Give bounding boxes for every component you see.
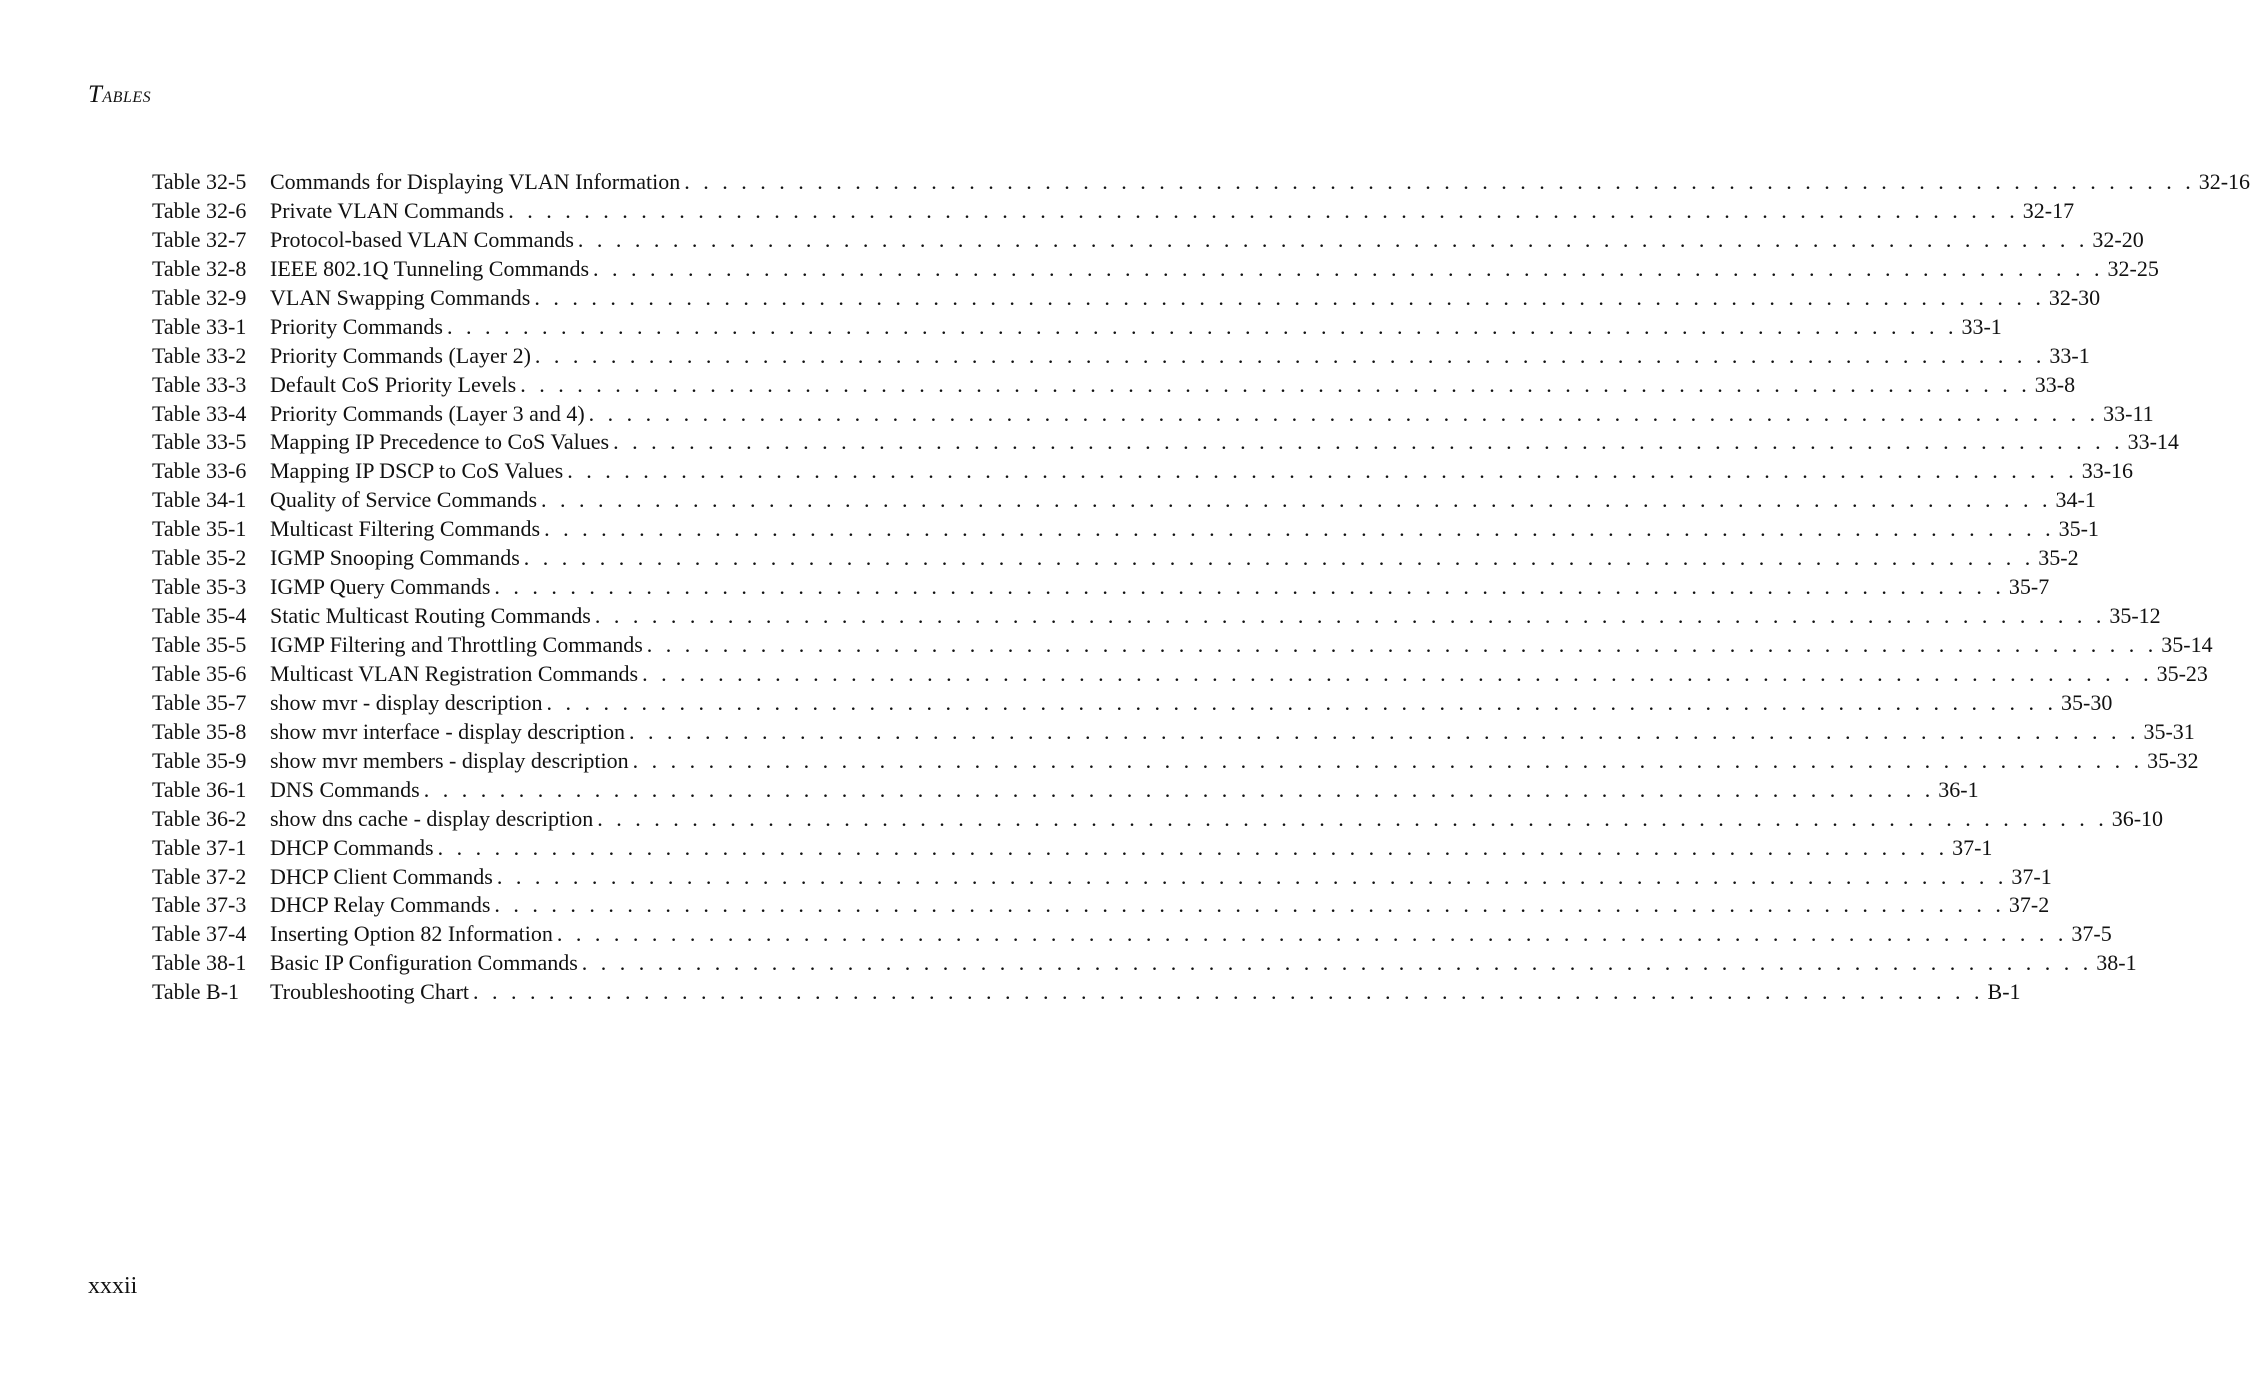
toc-entry-title: IGMP Query Commands xyxy=(270,574,491,600)
table-of-tables xyxy=(152,168,2250,1007)
toc-entry-number: Table 35-9 xyxy=(152,747,247,773)
toc-entry-number: Table 38-1 xyxy=(152,950,247,976)
toc-entry-page: 35-31 xyxy=(2143,718,2195,744)
toc-entry[interactable] xyxy=(152,197,2075,226)
toc-dot-leader: . . . . . . . . . . . . . . . . . . . . . . . . . . . . . . . . . . . . . . . . . . . . . . . . . . . . . . . . . . . . . . . . . . . . . . . . . . . . . . . . xyxy=(632,747,2144,773)
toc-entry-number: Table 37-1 xyxy=(152,834,247,860)
toc-entry-number: Table 36-1 xyxy=(152,776,247,802)
toc-entry-title: Quality of Service Commands xyxy=(270,487,538,513)
toc-entry-title: Protocol-based VLAN Commands xyxy=(270,226,574,252)
toc-entry[interactable] xyxy=(152,718,2195,747)
toc-entry-number: Table 32-8 xyxy=(152,255,247,281)
toc-entry[interactable] xyxy=(152,255,2159,284)
toc-dot-leader: . . . . . . . . . . . . . . . . . . . . . . . . . . . . . . . . . . . . . . . . . . . . . . . . . . . . . . . . . . . . . . . . . . . . . . . . . . . . . . . . xyxy=(496,863,2008,889)
toc-entry[interactable] xyxy=(152,573,2050,602)
toc-dot-leader: . . . . . . . . . . . . . . . . . . . . . . . . . . . . . . . . . . . . . . . . . . . . . . . . . . . . . . . . . . . . . . . . . . . . . . . . . . . . . . . . xyxy=(473,979,1984,1005)
toc-entry[interactable] xyxy=(152,400,2154,429)
toc-dot-leader: . . . . . . . . . . . . . . . . . . . . . . . . . . . . . . . . . . . . . . . . . . . . . . . . . . . . . . . . . . . . . . . . . . . . . . . . . . . . . . . . xyxy=(494,892,2005,918)
toc-entry[interactable] xyxy=(152,920,2112,949)
toc-entry-title: IGMP Snooping Commands xyxy=(270,545,520,571)
toc-entry-title: DHCP Relay Commands xyxy=(270,892,491,918)
toc-entry[interactable] xyxy=(152,457,2134,486)
toc-dot-leader: . . . . . . . . . . . . . . . . . . . . . . . . . . . . . . . . . . . . . . . . . . . . . . . . . . . . . . . . . . . . . . . . . . . . . . . . . . . . . . . . xyxy=(556,921,2068,947)
toc-entry-page: 35-7 xyxy=(2008,574,2050,600)
toc-entry-number: Table 35-4 xyxy=(152,603,247,629)
toc-dot-leader: . . . . . . . . . . . . . . . . . . . . . . . . . . . . . . . . . . . . . . . . . . . . . . . . . . . . . . . . . . . . . . . . . . . . . . . . . . . . . . . . xyxy=(588,400,2100,426)
toc-dot-leader: . . . . . . . . . . . . . . . . . . . . . . . . . . . . . . . . . . . . . . . . . . . . . . . . . . . . . . . . . . . . . . . . . . . . . . . . . . . . . . . . xyxy=(546,689,2058,715)
toc-entry-number: Table 33-3 xyxy=(152,371,247,397)
toc-entry-number: Table 33-2 xyxy=(152,342,247,368)
toc-entry-page: 36-1 xyxy=(1938,776,1979,802)
toc-entry-number: Table 35-6 xyxy=(152,660,247,686)
toc-entry[interactable] xyxy=(152,805,2164,834)
toc-dot-leader: . . . . . . . . . . . . . . . . . . . . . . . . . . . . . . . . . . . . . . . . . . . . . . . . . . . . . . . . . . . . . . . . . . . . . . . . . . . . . . . . xyxy=(494,574,2005,600)
toc-entry-title: Basic IP Configuration Commands xyxy=(270,950,578,976)
toc-entry-page: 35-12 xyxy=(2109,603,2161,629)
toc-entry-title: Multicast VLAN Registration Commands xyxy=(270,660,639,686)
toc-entry-page: 33-1 xyxy=(2049,342,2090,368)
toc-entry-number: Table 35-3 xyxy=(152,574,247,600)
toc-dot-leader: . . . . . . . . . . . . . . . . . . . . . . . . . . . . . . . . . . . . . . . . . . . . . . . . . . . . . . . . . . . . . . . . . . . . . . . . . . . . . . . . xyxy=(534,284,2045,310)
toc-entry-number: Table 35-5 xyxy=(152,632,247,657)
toc-dot-leader: . . . . . . . . . . . . . . . . . . . . . . . . . . . . . . . . . . . . . . . . . . . . . . . . . . . . . . . . . . . . . . . . . . . . . . . . . . . . . . . . xyxy=(597,805,2108,831)
toc-entry-number: Table 36-2 xyxy=(152,805,247,831)
toc-dot-leader: . . . . . . . . . . . . . . . . . . . . . . . . . . . . . . . . . . . . . . . . . . . . . . . . . . . . . . . . . . . . . . . . . . . . . . . . . . . . . . . . xyxy=(628,718,2140,744)
toc-entry-number: Table 35-1 xyxy=(152,516,247,542)
toc-entry[interactable] xyxy=(152,284,2101,313)
toc-entry-number: Table 35-8 xyxy=(152,718,247,744)
toc-dot-leader: . . . . . . . . . . . . . . . . . . . . . . . . . . . . . . . . . . . . . . . . . . . . . . . . . . . . . . . . . . . . . . . . . . . . . . . . . . . . . . . . xyxy=(581,950,2093,976)
toc-entry-page: 37-2 xyxy=(2008,892,2050,918)
toc-entry[interactable] xyxy=(152,342,2090,371)
toc-entry-page: 32-20 xyxy=(2092,226,2144,252)
running-header-rest: ABLES xyxy=(102,89,152,106)
toc-entry[interactable] xyxy=(152,689,2113,718)
toc-entry-number: Table 37-3 xyxy=(152,892,247,918)
toc-entry-title: IEEE 802.1Q Tunneling Commands xyxy=(270,255,590,281)
toc-entry-page: 32-30 xyxy=(2048,284,2101,310)
page-number: xxxii xyxy=(88,1273,138,1299)
toc-dot-leader: . . . . . . . . . . . . . . . . . . . . . . . . . . . . . . . . . . . . . . . . . . . . . . . . . . . . . . . . . . . . . . . . . . . . . . . . . . . . . . . . xyxy=(594,603,2106,629)
toc-entry-title: Static Multicast Routing Commands xyxy=(270,603,591,629)
toc-entry-title: Priority Commands (Layer 2) xyxy=(270,342,531,368)
toc-entry-page: 35-32 xyxy=(2147,747,2199,773)
toc-dot-leader: . . . . . . . . . . . . . . . . . . . . . . . . . . . . . . . . . . . . . . . . . . . . . . . . . . . . . . . . . . . . . . . . . . . . . . . . . . . . . . . . xyxy=(684,169,2195,194)
toc-entry-number: Table 35-7 xyxy=(152,689,247,715)
toc-entry-page: 37-1 xyxy=(2011,863,2052,889)
toc-entry-page: 32-16 xyxy=(2198,169,2250,194)
toc-entry-number: Table 32-9 xyxy=(152,284,247,310)
toc-entry-title: Mapping IP Precedence to CoS Values xyxy=(270,429,610,455)
toc-entry[interactable] xyxy=(152,226,2144,255)
toc-entry-number: Table 37-2 xyxy=(152,863,247,889)
toc-dot-leader: . . . . . . . . . . . . . . . . . . . . . . . . . . . . . . . . . . . . . . . . . . . . . . . . . . . . . . . . . . . . . . . . . . . . . . . . . . . . . . . . xyxy=(577,226,2089,252)
toc-entry[interactable] xyxy=(152,486,2096,515)
toc-dot-leader: . . . . . . . . . . . . . . . . . . . . . . . . . . . . . . . . . . . . . . . . . . . . . . . . . . . . . . . . . . . . . . . . . . . . . . . . . . . . . . . . xyxy=(541,487,2052,513)
toc-entry-title: DNS Commands xyxy=(270,776,420,802)
toc-entry[interactable] xyxy=(152,313,2002,342)
toc-entry-page: 32-25 xyxy=(2107,255,2159,281)
toc-dot-leader: . . . . . . . . . . . . . . . . . . . . . . . . . . . . . . . . . . . . . . . . . . . . . . . . . . . . . . . . . . . . . . . . . . . . . . . . . . . . . . . . xyxy=(520,371,2031,397)
toc-dot-leader: . . . . . . . . . . . . . . . . . . . . . . . . . . . . . . . . . . . . . . . . . . . . . . . . . . . . . . . . . . . . . . . . . . . . . . . . . . . . . . . . xyxy=(523,545,2035,571)
toc-entry-title: Priority Commands (Layer 3 and 4) xyxy=(270,400,585,426)
toc-dot-leader: . . . . . . . . . . . . . . . . . . . . . . . . . . . . . . . . . . . . . . . . . . . . . . . . . . . . . . . . . . . . . . . . . . . . . . . . . . . . . . . . xyxy=(544,516,2055,542)
toc-entry-title: Default CoS Priority Levels xyxy=(270,371,517,397)
toc-entry-number: Table 32-6 xyxy=(152,197,247,223)
toc-dot-leader: . . . . . . . . . . . . . . . . . . . . . . . . . . . . . . . . . . . . . . . . . . . . . . . . . . . . . . . . . . . . . . . . . . . . . . . . . . . . . . . . xyxy=(567,458,2078,484)
toc-entry-page: 35-2 xyxy=(2038,545,2079,571)
toc-entry[interactable] xyxy=(152,834,1993,863)
toc-dot-leader: . . . . . . . . . . . . . . . . . . . . . . . . . . . . . . . . . . . . . . . . . . . . . . . . . . . . . . . . . . . . . . . . . . . . . . . . . . . . . . . . xyxy=(446,313,1958,339)
toc-dot-leader: . . . . . . . . . . . . . . . . . . . . . . . . . . . . . . . . . . . . . . . . . . . . . . . . . . . . . . . . . . . . . . . . . . . . . . . . . . . . . . . . xyxy=(437,834,1949,860)
toc-entry-page: 35-23 xyxy=(2156,660,2208,686)
toc-entry-page: 36-10 xyxy=(2111,805,2164,831)
toc-entry[interactable] xyxy=(152,602,2161,631)
toc-entry[interactable] xyxy=(152,544,2079,573)
toc-entry[interactable] xyxy=(152,515,2099,544)
toc-entry-title: Priority Commands xyxy=(270,313,443,339)
toc-entry-page: 32-17 xyxy=(2022,197,2075,223)
toc-entry-title: DHCP Client Commands xyxy=(270,863,493,889)
toc-entry-page: 38-1 xyxy=(2096,950,2137,976)
running-header-initial: T xyxy=(88,81,103,108)
toc-entry[interactable] xyxy=(152,371,2076,400)
toc-entry-title: Troubleshooting Chart xyxy=(270,979,470,1005)
toc-entry-page: 33-16 xyxy=(2081,458,2134,484)
toc-entry[interactable] xyxy=(152,660,2208,689)
toc-entry-number: Table 32-7 xyxy=(152,226,247,252)
toc-dot-leader: . . . . . . . . . . . . . . . . . . . . . . . . . . . . . . . . . . . . . . . . . . . . . . . . . . . . . . . . . . . . . . . . . . . . . . . . . . . . . . . . xyxy=(646,632,2158,657)
toc-entry-title: Commands for Displaying VLAN Information xyxy=(270,169,681,194)
toc-entry-number: Table 35-2 xyxy=(152,545,247,571)
toc-entry-number: Table 34-1 xyxy=(152,487,247,513)
toc-entry-title: Multicast Filtering Commands xyxy=(270,516,541,542)
toc-entry[interactable] xyxy=(152,863,2052,892)
toc-entry-title: Private VLAN Commands xyxy=(270,197,505,223)
toc-dot-leader: . . . . . . . . . . . . . . . . . . . . . . . . . . . . . . . . . . . . . . . . . . . . . . . . . . . . . . . . . . . . . . . . . . . . . . . . . . . . . . . . xyxy=(593,255,2104,281)
toc-entry[interactable] xyxy=(152,747,2199,776)
toc-dot-leader: . . . . . . . . . . . . . . . . . . . . . . . . . . . . . . . . . . . . . . . . . . . . . . . . . . . . . . . . . . . . . . . . . . . . . . . . . . . . . . . . xyxy=(613,429,2124,455)
toc-entry-page: 35-14 xyxy=(2161,632,2213,657)
toc-entry-title: IGMP Filtering and Throttling Commands xyxy=(270,632,643,657)
toc-entry-page: 33-11 xyxy=(2103,400,2154,426)
toc-dot-leader: . . . . . . . . . . . . . . . . . . . . . . . . . . . . . . . . . . . . . . . . . . . . . . . . . . . . . . . . . . . . . . . . . . . . . . . . . . . . . . . . xyxy=(534,342,2046,368)
toc-dot-leader: . . . . . . . . . . . . . . . . . . . . . . . . . . . . . . . . . . . . . . . . . . . . . . . . . . . . . . . . . . . . . . . . . . . . . . . . . . . . . . . . xyxy=(508,197,2019,223)
toc-entry-page: 37-5 xyxy=(2071,921,2112,947)
toc-entry-title: Mapping IP DSCP to CoS Values xyxy=(270,458,564,484)
toc-entry-title: show dns cache - display description xyxy=(270,805,594,831)
toc-entry-page: 35-1 xyxy=(2058,516,2099,542)
toc-entry-title: show mvr - display description xyxy=(270,689,543,715)
toc-entry[interactable] xyxy=(152,978,2021,1007)
toc-entry-page: 34-1 xyxy=(2055,487,2096,513)
toc-entry-title: Inserting Option 82 Information xyxy=(270,921,553,947)
toc-entry-title: show mvr members - display description xyxy=(270,747,629,773)
toc-entry-number: Table 33-1 xyxy=(152,313,247,339)
toc-entry-title: DHCP Commands xyxy=(270,834,434,860)
running-header xyxy=(88,82,151,107)
toc-entry[interactable] xyxy=(152,949,2137,978)
toc-entry-number: Table 32-5 xyxy=(152,169,247,194)
toc-entry-number: Table 33-6 xyxy=(152,458,247,484)
toc-entry-number: Table 37-4 xyxy=(152,921,247,947)
toc-entry-page: 37-1 xyxy=(1952,834,1993,860)
toc-entry-page: 33-1 xyxy=(1961,313,2002,339)
toc-dot-leader: . . . . . . . . . . . . . . . . . . . . . . . . . . . . . . . . . . . . . . . . . . . . . . . . . . . . . . . . . . . . . . . . . . . . . . . . . . . . . . . . xyxy=(642,660,2153,686)
toc-entry-number: Table 33-4 xyxy=(152,400,247,426)
toc-entry[interactable] xyxy=(152,776,1979,805)
toc-entry-title: show mvr interface - display description xyxy=(270,718,625,744)
toc-entry-number: Table 33-5 xyxy=(152,429,247,455)
toc-entry-page: B-1 xyxy=(1987,979,2021,1005)
toc-entry-page: 33-14 xyxy=(2127,429,2179,455)
toc-entry[interactable] xyxy=(152,631,2213,660)
toc-entry[interactable] xyxy=(152,168,2250,197)
toc-entry-title: VLAN Swapping Commands xyxy=(270,284,531,310)
toc-entry-page: 35-30 xyxy=(2061,689,2113,715)
toc-entry-number: Table B-1 xyxy=(152,979,240,1005)
toc-dot-leader: . . . . . . . . . . . . . . . . . . . . . . . . . . . . . . . . . . . . . . . . . . . . . . . . . . . . . . . . . . . . . . . . . . . . . . . . . . . . . . . . xyxy=(423,776,1935,802)
toc-entry[interactable] xyxy=(152,428,2179,457)
toc-entry[interactable] xyxy=(152,891,2050,920)
toc-entry-page: 33-8 xyxy=(2034,371,2076,397)
